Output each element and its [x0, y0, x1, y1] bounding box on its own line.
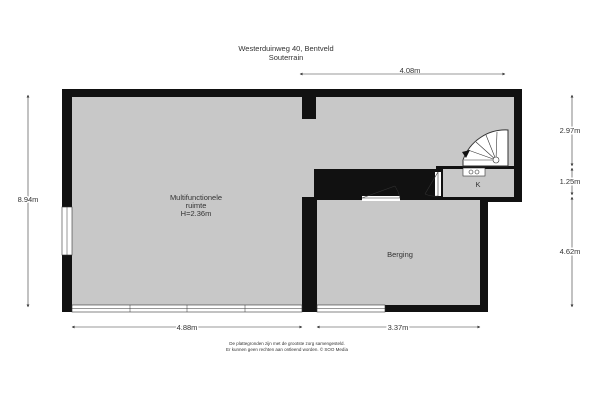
interior-wall: [302, 197, 317, 305]
dim-right-bottom: 4.62m: [559, 247, 581, 256]
window-bottom-right: [317, 305, 385, 312]
dim-right-top: 2.97m: [559, 126, 581, 135]
kitchen-sink: [463, 168, 485, 176]
main-room-height: H=2.36m: [180, 209, 212, 218]
dim-top-width: 4.08m: [399, 66, 421, 75]
dim-bottom-left: 4.88m: [176, 323, 198, 332]
dim-left-height: 8.94m: [17, 195, 39, 204]
floor-title: Souterrain: [268, 53, 304, 62]
disclaimer-line-2: Er kunnen geen rechten aan ontleend worden. © SOO Media: [226, 347, 348, 352]
window-left: [62, 207, 72, 255]
storage-room-name: Berging: [387, 250, 413, 259]
dim-bottom-right: 3.37m: [387, 323, 409, 332]
main-room-name: Multifunctionele: [169, 193, 223, 202]
kitchen-label: K: [475, 180, 481, 189]
main-room-name-2: ruimte: [185, 201, 207, 210]
address-title: Westerduinweg 40, Bentveld: [238, 44, 334, 53]
room-floors: [72, 97, 514, 305]
window-bottom-left: [72, 305, 302, 312]
disclaimer-line-1: De plattegronden zijn met de grootste zorg samengesteld.: [229, 341, 345, 346]
dim-right-middle: 1.25m: [559, 177, 581, 186]
interior-wall-stub: [302, 97, 316, 119]
